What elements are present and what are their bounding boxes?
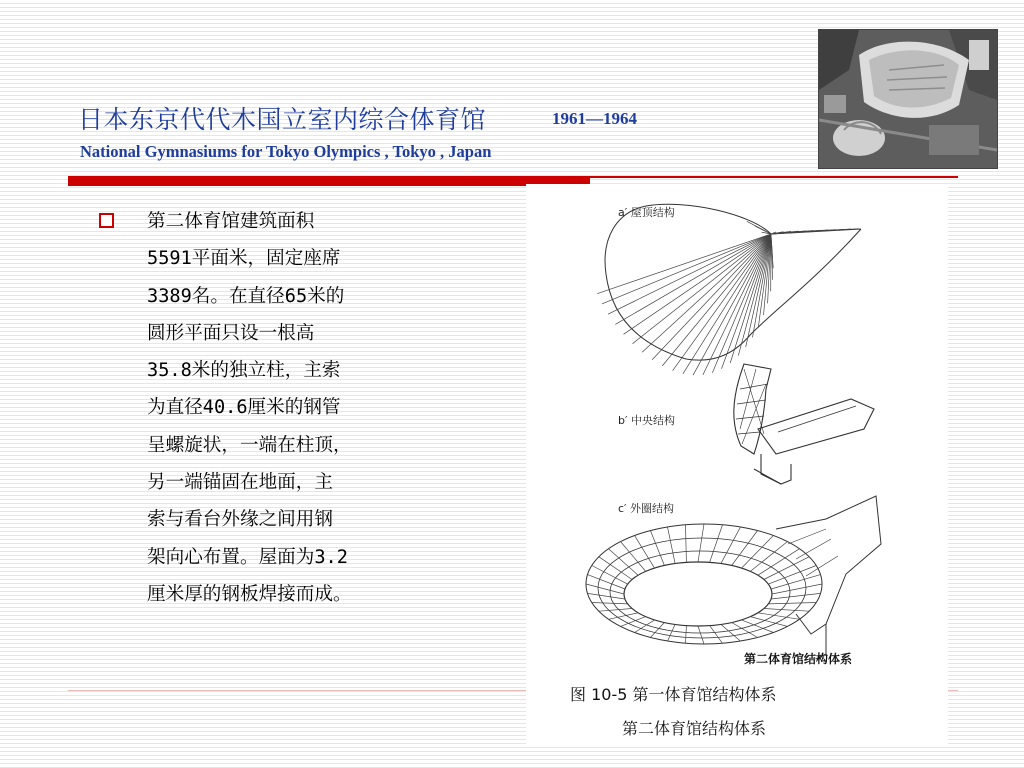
outer-ring-truss-line (588, 575, 625, 589)
roof-cable-line (608, 234, 771, 314)
outer-ring-truss-line (758, 613, 800, 620)
outer-ring-truss-line (621, 542, 646, 572)
outer-ring-truss-line (771, 593, 820, 599)
outer-ring-truss-line (592, 603, 628, 604)
roof-cable-line (771, 229, 859, 234)
outer-structure-drawing (586, 496, 881, 659)
slide-title-years: 1961—1964 (552, 109, 637, 128)
outer-ring-truss-line (758, 549, 800, 576)
title-underline-bar (68, 176, 590, 186)
outer-ring-truss-line (764, 609, 809, 612)
outer-ring-truss-line (768, 603, 816, 604)
outer-ring-truss-line (768, 566, 816, 585)
aerial-photo-illustration (819, 30, 997, 168)
outer-ring-truss-line (698, 626, 704, 644)
outer-ring-truss-line (588, 593, 625, 599)
description-paragraph (147, 203, 447, 613)
figure-caption: 图 10-5 第一体育馆结构体系 (570, 685, 777, 704)
description-line: 架向心布置。屋面为3.2 (147, 546, 348, 568)
outer-ring-truss-line (668, 527, 676, 564)
description-line: 为直径40.6厘米的钢管 (147, 397, 341, 419)
description-line: 3389名。在直径65米的 (147, 285, 345, 307)
outer-ring-truss-line (764, 557, 809, 580)
outer-ring-truss-line (686, 626, 687, 644)
aerial-photo-gymnasium (818, 29, 998, 169)
outer-ring-truss-line (599, 609, 632, 612)
outer-ring-truss-line (742, 536, 774, 569)
roof-cable-line (747, 221, 771, 234)
outer-ring-truss-line (635, 536, 655, 569)
outer-ring-truss-line (586, 584, 624, 594)
structure-diagram-svg (526, 184, 948, 746)
label-roof-structure: a′ 屋顶结构 (618, 206, 675, 219)
outer-ring-truss-line (710, 626, 723, 644)
description-line: 圆形平面只设一根高 (147, 322, 315, 344)
bottom-caption: 第二体育馆结构体系 (622, 719, 767, 738)
description-line: 另一端锚固在地面，主 (147, 472, 333, 494)
outer-ring-truss-line (772, 584, 822, 594)
description-line: 35.8米的独立柱，主索 (147, 360, 341, 382)
caption-structure-system: 第二体育馆结构体系 (744, 652, 853, 666)
label-central-structure: b′ 中央结构 (618, 414, 675, 427)
slide-title-chinese: 日本东京代代木国立室内综合体育馆 (78, 105, 487, 134)
label-outer-structure: c′ 外圈结构 (618, 502, 675, 515)
description-line: 5591平面米，固定座席 (147, 248, 341, 270)
roof-cable-line (642, 234, 771, 352)
slide-title-english: National Gymnasiums for Tokyo Olympics , Tokyo , Japan (80, 142, 492, 161)
outer-ring-truss-line (668, 624, 676, 641)
roof-cable-line (652, 234, 771, 360)
outer-ring-truss-line (710, 525, 723, 563)
outer-ring-truss-line (650, 531, 664, 566)
description-line: 第二体育馆建筑面积 (147, 211, 315, 232)
outer-ring-truss-line (698, 524, 704, 562)
outer-ring-truss-line (650, 623, 664, 638)
description-line: 呈螺旋状，一端在柱顶， (147, 434, 352, 456)
outer-ring-truss-line (771, 575, 820, 589)
roof-cable-line (738, 234, 771, 356)
outer-ring-truss-line (686, 525, 687, 563)
hollow-square-bullet-icon (99, 213, 114, 228)
roof-cable-lines (597, 221, 858, 375)
outer-ring-truss-line (592, 566, 628, 585)
title-underline-rule (590, 176, 958, 178)
structure-diagram-figure (526, 184, 948, 746)
roof-cable-line (758, 234, 771, 327)
description-line: 厘米厚的钢板焊接而成。 (147, 583, 352, 605)
roof-cable-line (683, 234, 771, 374)
roof-cable-line (624, 234, 772, 334)
central-structure-drawing (734, 364, 874, 484)
outer-ring-truss-line (721, 624, 741, 641)
description-line: 索与看台外缘之间用钢 (147, 509, 333, 531)
outer-ring-truss-line (750, 542, 787, 572)
outer-ring-truss-line (721, 527, 741, 564)
